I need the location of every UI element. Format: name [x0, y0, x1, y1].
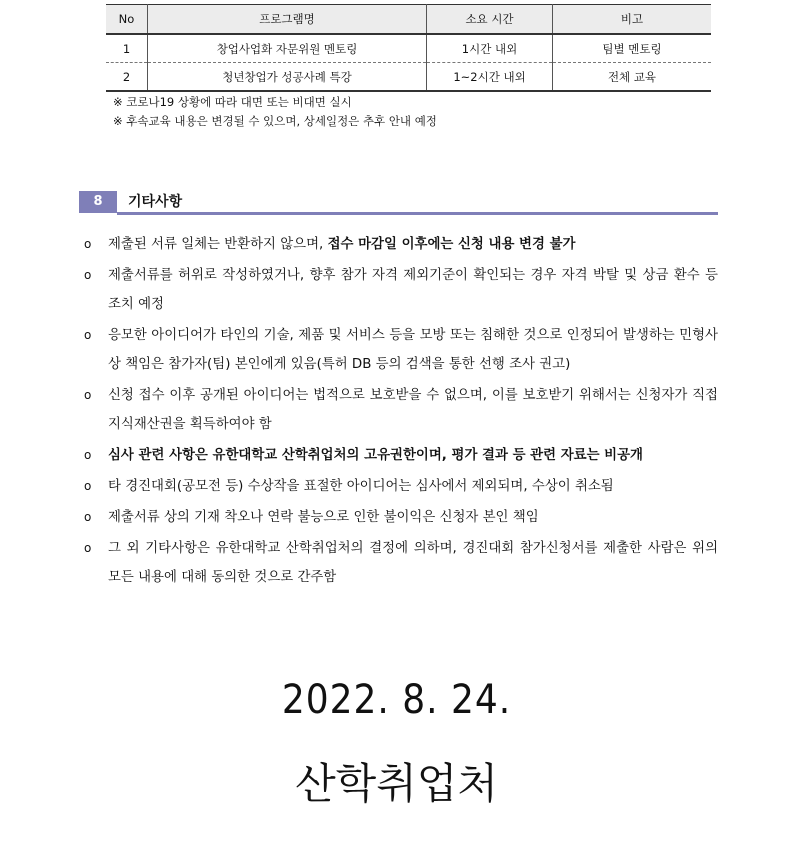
bullet-icon: o — [84, 510, 92, 524]
table-header-row — [106, 5, 711, 35]
item-text: 신청 접수 이후 공개된 아이디어는 법적으로 보호받을 수 없으며, 이를 보호받기 위해서는 신청자가 직접 지식재산권을 획득하여야 함 — [108, 388, 718, 432]
cell-remarks: 전체 교육 — [553, 63, 712, 92]
bullet-icon: o — [84, 328, 92, 342]
section-number: 8 — [79, 191, 117, 213]
list-item — [84, 321, 718, 379]
bullet-icon: o — [84, 268, 92, 282]
table-row — [106, 63, 711, 92]
list-item — [84, 261, 718, 319]
cell-remarks: 팀별 멘토링 — [553, 34, 712, 63]
section-underline — [117, 212, 718, 215]
list-item — [84, 534, 718, 592]
item-text: 그 외 기타사항은 유한대학교 산학취업처의 결정에 의하며, 경진대회 참가신청서를 제출한 사람은 위의 모든 내용에 대해 동의한 것으로 간주함 — [108, 541, 718, 585]
list-item — [84, 472, 718, 501]
table-notes — [113, 93, 437, 131]
cell-duration: 1~2시간 내외 — [427, 63, 553, 92]
item-text: 응모한 아이디어가 타인의 기술, 제품 및 서비스 등을 모방 또는 침해한 것으로 인정되어 발생하는 민형사상 책임은 참가자(팀) 본인에게 있음(특허 DB 등의 검색을 통한 선행 조사 권고) — [108, 328, 718, 372]
header-program-name: 프로그램명 — [148, 5, 427, 35]
item-text: 제출된 서류 일체는 반환하지 않으며, — [108, 237, 328, 252]
cell-program-name: 창업사업화 자문위원 멘토링 — [148, 34, 427, 63]
issuing-organization: 산학취업처 — [295, 759, 498, 808]
header-duration: 소요 시간 — [427, 5, 553, 35]
cell-program-name: 청년창업가 성공사례 특강 — [148, 63, 427, 92]
section-header — [79, 191, 718, 215]
notice-list — [84, 230, 718, 594]
bullet-icon: o — [84, 448, 92, 462]
item-bold-text: 접수 마감일 이후에는 신청 내용 변경 불가 — [327, 237, 576, 252]
note: ※ 코로나19 상황에 따라 대면 또는 비대면 실시 — [113, 95, 352, 109]
bullet-icon: o — [84, 388, 92, 402]
list-item — [84, 230, 718, 259]
document-date: 2022. 8. 24. — [281, 677, 512, 723]
item-text: 제출서류를 허위로 작성하였거나, 향후 참가 자격 제외기준이 확인되는 경우 자격 박탈 및 상금 환수 등 조치 예정 — [108, 268, 718, 312]
item-text: 제출서류 상의 기재 착오나 연락 불능으로 인한 불이익은 신청자 본인 책임 — [108, 510, 539, 525]
cell-duration: 1시간 내외 — [427, 34, 553, 63]
note: ※ 후속교육 내용은 변경될 수 있으며, 상세일정은 추후 안내 예정 — [113, 114, 437, 128]
header-remarks: 비고 — [553, 5, 712, 35]
program-table — [106, 4, 711, 92]
bullet-icon: o — [84, 541, 92, 555]
header-no: No — [106, 5, 148, 35]
bullet-icon: o — [84, 479, 92, 493]
cell-no: 2 — [106, 63, 148, 92]
list-item — [84, 503, 718, 532]
section-title: 기타사항 — [128, 194, 183, 210]
cell-no: 1 — [106, 34, 148, 63]
list-item — [84, 441, 718, 470]
item-text: 타 경진대회(공모전 등) 수상작을 표절한 아이디어는 심사에서 제외되며, 수상이 취소됨 — [108, 479, 614, 494]
item-text: 심사 관련 사항은 유한대학교 산학취업처의 고유권한이며, 평가 결과 등 관련 자료는 비공개 — [108, 448, 643, 463]
list-item — [84, 381, 718, 439]
bullet-icon: o — [84, 237, 92, 251]
table-row — [106, 34, 711, 63]
